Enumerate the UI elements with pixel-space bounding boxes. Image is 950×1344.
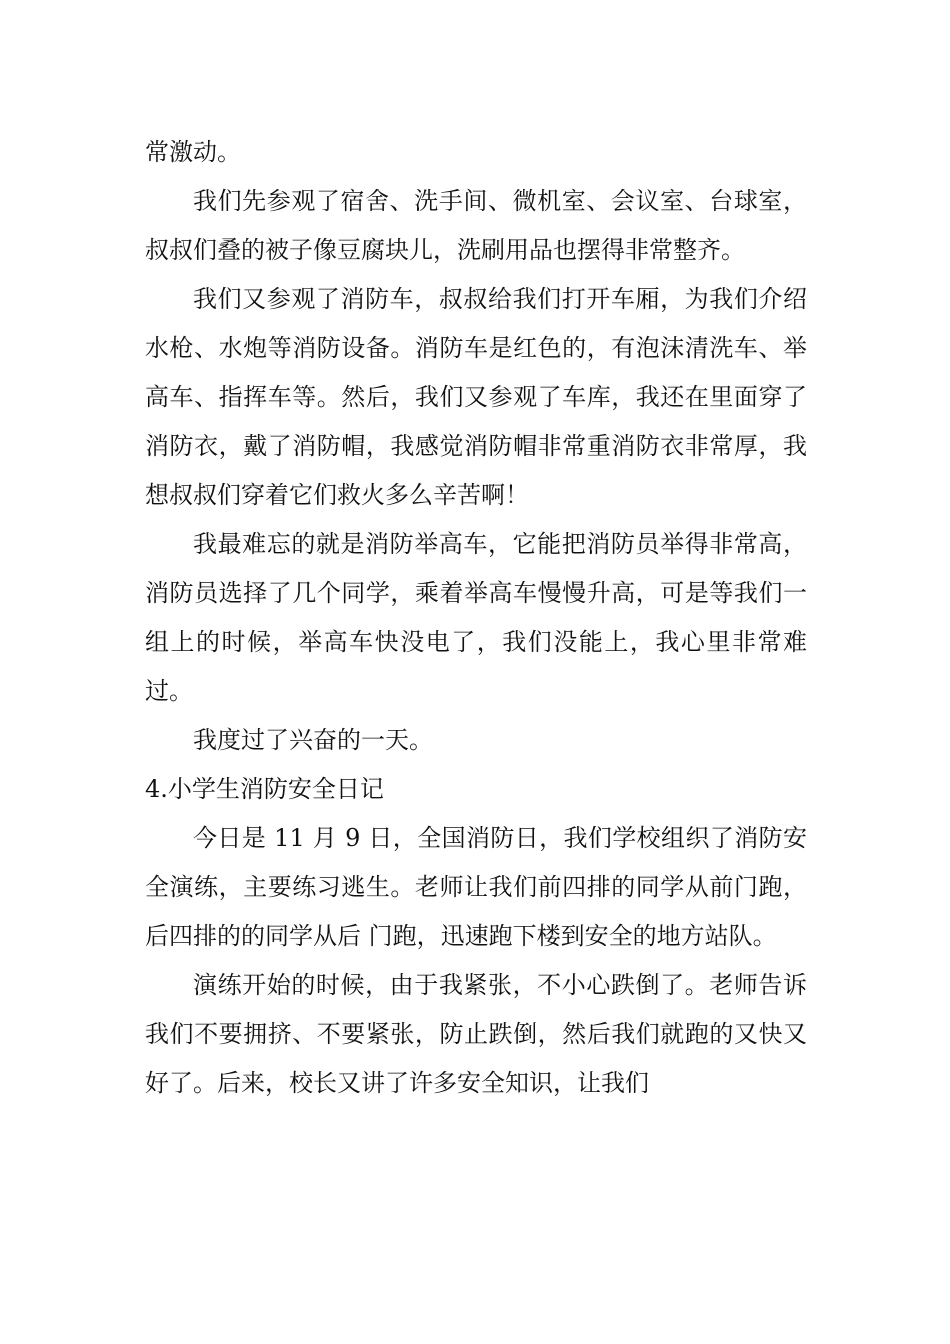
paragraph-drill-start: 演练开始的时候，由于我紧张，不小心跌倒了。老师告诉我们不要拥挤、不要紧张，防止跌倒，然后我们就跑的又快又好了。后来，校长又讲了许多安全知识，让我们 xyxy=(145,971,807,1097)
paragraph-fire-drill: 今日是 11 月 9 日，全国消防日，我们学校组织了消防安全演练，主要练习逃生。老师让我们前四排的同学从前门跑，后四排的的同学从后 门跑，迅速跑下楼到安全的地方站队。 xyxy=(145,824,807,950)
document-page xyxy=(145,128,807,1108)
paragraph-exciting-day: 我度过了兴奋的一天。 xyxy=(193,726,433,754)
paragraph-dormitory-visit: 我们先参观了宿舍、洗手间、微机室、会议室、台球室，叔叔们叠的被子像豆腐块儿，洗刷用品也摆得非常整齐。 xyxy=(145,187,807,264)
paragraph-aerial-truck: 我最难忘的就是消防举高车，它能把消防员举得非常高，消防员选择了几个同学，乘着举高车慢慢升高，可是等我们一组上的时候，举高车快没电了，我们没能上，我心里非常难过。 xyxy=(145,530,807,705)
paragraph-continuation: 常激动。 xyxy=(145,138,241,166)
section-heading: 4.小学生消防安全日记 xyxy=(145,775,384,803)
paragraph-fire-truck-visit: 我们又参观了消防车，叔叔给我们打开车厢，为我们介绍水枪、水炮等消防设备。消防车是红色的，有泡沫清洗车、举高车、指挥车等。然后，我们又参观了车库，我还在里面穿了消防衣，戴了消防帽，我感觉消防帽非常重消防衣非常厚，我想叔叔们穿着它们救火多么辛苦啊！ xyxy=(145,285,807,509)
